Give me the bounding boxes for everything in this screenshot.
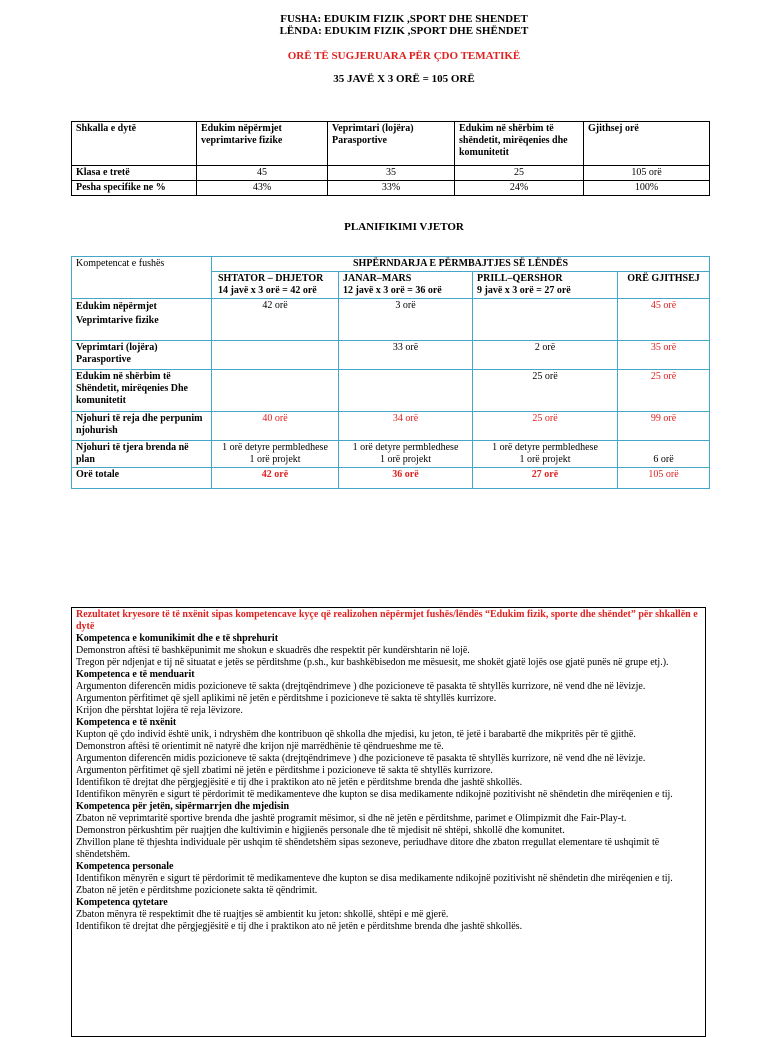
table-cell <box>473 299 618 341</box>
outcome-line: Argumenton diferencën midis pozicioneve të sakta (drejtqëndrimeve ) dhe pozicioneve të pasakta të shtyllës kurrizore, në vend dhe në lëvizje. <box>76 753 646 764</box>
section-title: Kompetenca qytetare <box>76 897 168 908</box>
table-cell <box>339 441 473 468</box>
outcome-line: Zbaton në veprimtaritë sportive brenda dhe jashtë programit mësimor, si dhe në jetën e përditshme, parimet e Olimpizmit dhe Fair-Play-t. <box>76 813 627 824</box>
table-cell: 42 orë <box>212 299 339 341</box>
table-cell: 36 orë <box>339 468 473 489</box>
outcome-line: Demonstron aftësi të orientimit në natyrë dhe krijon një marrëdhënie të qëndrueshme me të. <box>76 741 444 752</box>
subject-title: LËNDA: EDUKIM FIZIK ,SPORT DHE SHËNDET <box>279 25 529 37</box>
table-cell <box>473 441 618 468</box>
table-row <box>72 468 710 489</box>
table-row <box>72 370 710 412</box>
outcome-line: Zbaton mënyra të respektimit dhe të ruajtjes së ambientit ku jeton: shkollë, shtëpi e më gjerë. <box>76 909 449 920</box>
header-parasport-games: Veprimtari (lojëra) Parasportive <box>328 122 455 166</box>
section-title: Kompetenca e komunikimit dhe e të shprehurit <box>76 633 279 644</box>
table-cell: 43% <box>197 181 328 196</box>
row-label: Edukim nëpërmjet Veprimtarive fizike <box>72 299 212 341</box>
header-health-community: Edukim në shërbim të shëndetit, mirëqenies dhe komunitetit <box>455 122 584 166</box>
section-title: Kompetenca e të menduarit <box>76 669 195 680</box>
row-label: Njohuri të tjera brenda në plan <box>72 441 212 468</box>
outcome-line: Identifikon të drejtat dhe përgjegjësitë e tij dhe i praktikon ato në jetën e përditshme brenda dhe jashtë shkollës. <box>76 777 523 788</box>
row-label: Veprimtari (lojëra) Parasportive <box>72 341 212 370</box>
project-task: 1 orë projekt <box>379 454 432 465</box>
learning-outcomes-box <box>71 607 706 1037</box>
period-name: PRILL–QERSHOR <box>477 273 563 284</box>
table-row <box>72 166 710 181</box>
outcome-line: Tregon për ndjenjat e tij në situatat e jetës se përditshme (p.sh., kur bashkëbisedon me mësuesit, me shokët gjatë lojës ose gjatë punës në grupe etj.). <box>76 657 669 668</box>
table-cell <box>339 370 473 412</box>
outcome-line: Kupton që çdo individ është unik, i ndryshëm dhe kontribuon që shkolla dhe mjedisi, ku jeton, të jetë i barabartë dhe mikpritës për të gjithë. <box>76 729 636 740</box>
table-cell: 45 <box>197 166 328 181</box>
period-hours: 14 javë x 3 orë = 42 orë <box>218 285 317 296</box>
section-title: Kompetenca personale <box>76 861 174 872</box>
period-name: JANAR–MARS <box>343 273 412 284</box>
table-cell: 3 orë <box>339 299 473 341</box>
table-cell <box>212 341 339 370</box>
table-cell: 105 orë <box>618 468 710 489</box>
outcomes-intro: Rezultatet kryesore të të nxënit sipas kompetencave kyçe që realizohen nëpërmjet fushës/lëndës “Edukim fizik, sporte dhe shëndet” për shkallën e dytë <box>76 609 698 632</box>
period-apr-jun <box>473 272 618 299</box>
hours-formula: 35 JAVË X 3 ORË = 105 ORË <box>333 73 475 85</box>
table-cell: 6 orë <box>618 441 710 468</box>
annual-plan-table <box>71 256 710 489</box>
summary-task: 1 orë detyre permbledhese <box>222 442 328 453</box>
competencies-header: Kompetencat e fushës <box>72 257 212 299</box>
table-cell: 99 orë <box>618 412 710 441</box>
table-cell: 45 orë <box>618 299 710 341</box>
header-level: Shkalla e dytë <box>72 122 197 166</box>
period-name: SHTATOR – DHJETOR <box>218 273 324 284</box>
table-cell: 35 orë <box>618 341 710 370</box>
table-cell: 40 orë <box>212 412 339 441</box>
annual-plan-title: PLANIFIKIMI VJETOR <box>344 221 464 233</box>
table-cell: 25 orë <box>473 370 618 412</box>
table-row <box>72 341 710 370</box>
section-title: Kompetenca e të nxënit <box>76 717 177 728</box>
outcome-line: Identifikon të drejtat dhe përgjegjësitë e tij dhe i praktikon ato në jetën e përditshme brenda dhe jashtë shkollës. <box>76 921 523 932</box>
outcome-line: Identifikon mënyrën e sigurt të përdorimit të medikamenteve dhe kupton se disa medikamente ndikojnë pozitivisht në shëndetin dhe mirëqenien e tij. <box>76 789 673 800</box>
table-row <box>72 299 710 341</box>
outcome-line: Krijon dhe përshtat lojëra të reja lëvizore. <box>76 705 243 716</box>
project-task: 1 orë projekt <box>249 454 301 465</box>
row-label: Orë totale <box>72 468 212 489</box>
project-task: 1 orë projekt <box>519 454 571 465</box>
table-cell <box>212 441 339 468</box>
total-hours-header: ORË GJITHSEJ <box>618 272 710 299</box>
hours-distribution-table <box>71 121 710 196</box>
table-cell: 34 orë <box>339 412 473 441</box>
summary-task: 1 orë detyre permbledhese <box>492 442 598 453</box>
table-row <box>72 181 710 196</box>
section-title: Kompetenca për jetën, sipërmarrjen dhe mjedisin <box>76 801 290 812</box>
period-jan-mar <box>339 272 473 299</box>
outcome-line: Zbaton në jetën e përditshme pozicionete sakta të qëndrimit. <box>76 885 318 896</box>
table-cell: 33% <box>328 181 455 196</box>
period-sep-dec <box>212 272 339 299</box>
table-cell: 42 orë <box>212 468 339 489</box>
row-label: Edukim në shërbim të Shëndetit, mirëqenies Dhe komunitetit <box>72 370 212 412</box>
table-row <box>72 441 710 468</box>
table-row <box>72 412 710 441</box>
row-label: Njohuri të reja dhe perpunim njohurish <box>72 412 212 441</box>
field-title: FUSHA: EDUKIM FIZIK ,SPORT DHE SHENDET <box>280 13 528 25</box>
outcome-line: Identifikon mënyrën e sigurt të përdorimit të medikamenteve dhe kupton se disa medikamente ndikojnë pozitivisht në shëndetin dhe mirëqenien e tij. <box>76 873 673 884</box>
table-cell <box>212 370 339 412</box>
outcome-line: Demonstron përkushtim për ruajtjen dhe kultivimin e higjienës personale dhe të mjedisit në shtëpi, shkollë dhe komunitet. <box>76 825 565 836</box>
header-physical-activities: Edukim nëpërmjet veprimtarive fizike <box>197 122 328 166</box>
period-hours: 12 javë x 3 orë = 36 orë <box>343 285 442 296</box>
outcome-line: Zhvillon plane të thjeshta individuale për ushqim të shëndetshëm sipas sezoneve, periudhave ditore dhe zbaton rregullat elementare të ushqimit të shëndetshëm. <box>76 837 660 860</box>
content-distribution-header: SHPËRNDARJA E PËRMBAJTJES SË LËNDËS <box>212 257 710 272</box>
suggested-hours-title: ORË TË SUGJERUARA PËR ÇDO TEMATIKË <box>287 50 521 62</box>
table-cell: 35 <box>328 166 455 181</box>
table-cell: 33 orë <box>339 341 473 370</box>
table-cell: 100% <box>584 181 710 196</box>
outcome-line: Demonstron aftësi të bashkëpunimit me shokun e skuadrës dhe respektit për kundërshtarin në lojë. <box>76 645 470 656</box>
table-cell: 24% <box>455 181 584 196</box>
table-cell: 2 orë <box>473 341 618 370</box>
table-cell: 25 orë <box>473 412 618 441</box>
outcome-line: Argumenton diferencën midis pozicioneve të sakta (drejtqëndrimeve ) dhe pozicioneve të pasakta të shtyllës kurrizore, në vend dhe në lëvizje. <box>76 681 646 692</box>
row-label: Klasa e tretë <box>72 166 197 181</box>
summary-task: 1 orë detyre permbledhese <box>352 442 459 453</box>
outcome-line: Argumenton përfitimet që sjell aplikimi në jetën e përditshme i pozicioneve të sakta të shtyllës kurrizore. <box>76 693 497 704</box>
header-total-hours: Gjithsej orë <box>584 122 710 166</box>
period-hours: 9 javë x 3 orë = 27 orë <box>477 285 571 296</box>
outcome-line: Argumenton përfitimet që sjell zbatimi në jetën e përditshme i pozicioneve të sakta të shtyllës kurrizore. <box>76 765 493 776</box>
table-cell: 27 orë <box>473 468 618 489</box>
row-label: Pesha specifike ne % <box>72 181 197 196</box>
table-cell: 25 <box>455 166 584 181</box>
table-cell: 105 orë <box>584 166 710 181</box>
table-cell: 25 orë <box>618 370 710 412</box>
